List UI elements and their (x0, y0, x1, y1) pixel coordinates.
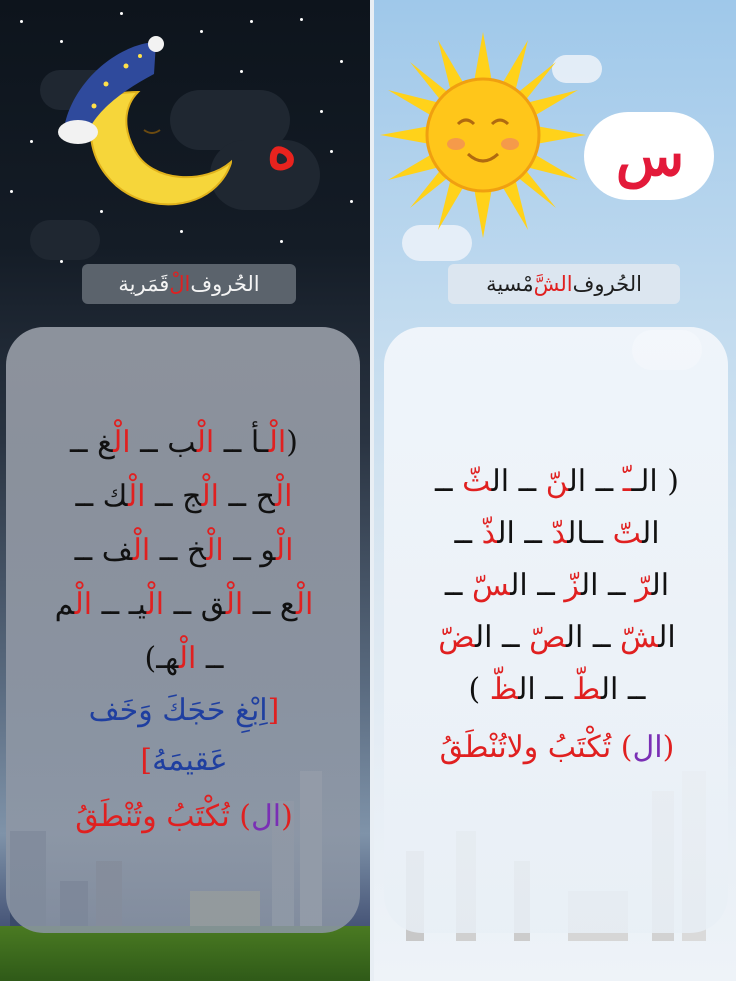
letter-segment: الْ (206, 533, 224, 568)
letter-segment: صّ (529, 620, 566, 655)
letter-segment: تُكْتَبُ ولاتُنْطَقُ (439, 730, 621, 765)
star (300, 18, 303, 21)
letter-segment: ظّ (489, 672, 519, 707)
smiling-sun-icon (380, 32, 586, 238)
letter-segment: ال (580, 568, 599, 603)
letter-segment: الْ (113, 425, 131, 460)
letter-segment: ـّ (622, 464, 632, 499)
letter-segment: يـ (128, 587, 147, 622)
grass (0, 926, 372, 981)
qamari-line (14, 470, 354, 524)
qamari-rule-mnemonic (14, 686, 354, 786)
note-line (14, 790, 354, 844)
letter-segment: سّ (471, 568, 511, 603)
qamari-line (14, 578, 354, 632)
letter-segment: الْ (201, 479, 219, 514)
shamsi-line (392, 560, 722, 612)
letter-segment: خ (186, 533, 207, 568)
letter-segment: ــ (92, 587, 129, 622)
rule-line (14, 736, 354, 786)
letter-segment: زّ (564, 568, 581, 603)
letter-segment: شّ (620, 620, 659, 655)
star (20, 20, 23, 23)
sleeping-moon-icon (56, 34, 236, 214)
qamari-title (82, 264, 296, 304)
star (280, 240, 283, 243)
panel-divider (370, 0, 374, 981)
letter-segment: ــ (74, 533, 102, 568)
letter-segment: ــ (145, 479, 183, 514)
letter-segment: ال (600, 672, 619, 707)
letter-segment: ــ (164, 587, 201, 622)
star (10, 190, 13, 193)
letter-segment: ال (568, 464, 587, 499)
letter-segment: ال (567, 516, 586, 551)
shamsi-note (392, 722, 722, 774)
star (120, 12, 123, 15)
title-highlight: الشَّ (533, 272, 573, 296)
letter-segment: الْ (74, 587, 93, 622)
letter-segment: الْ (132, 533, 151, 568)
letter-segment: ــ (492, 620, 530, 655)
letter-segment: ب (167, 425, 197, 460)
letter-segment: ــ (586, 464, 623, 499)
letter-segment: ــ (583, 620, 621, 655)
letter-segment: الْ (225, 587, 244, 622)
letter-segment: ال (565, 620, 584, 655)
letter-segment: ــ (70, 425, 98, 460)
letter-segment: ال (642, 516, 660, 551)
letter-segment: ع (279, 587, 296, 622)
title-suffix: مْسية (486, 272, 534, 296)
letter-segment: ذّ (481, 516, 498, 551)
letter-segment: عَقيمَهُ (152, 743, 228, 778)
letter-segment: ف (101, 533, 133, 568)
letter-segment: و (260, 533, 276, 568)
shamsi-lines (392, 456, 722, 716)
letter-segment: طّ (572, 672, 601, 707)
qamari-line (14, 416, 354, 470)
letter-segment: الْ (275, 533, 294, 568)
letter-segment: الْ (196, 425, 215, 460)
shamsi-line (392, 456, 722, 508)
star (340, 60, 343, 63)
title-prefix: الحُروف (190, 272, 260, 296)
letter-segment: ــ (527, 568, 565, 603)
letter-segment: ضّ (438, 620, 475, 655)
shamsi-line (392, 508, 722, 560)
letter-segment: ال (497, 516, 515, 551)
letter-segment: م (54, 587, 75, 622)
qamari-line (14, 524, 354, 578)
shamsi-line (392, 612, 722, 664)
qamari-line (14, 632, 354, 686)
letter-segment: ] (140, 743, 153, 778)
letter-segment: الْ (268, 425, 287, 460)
letter-segment: ال (658, 620, 676, 655)
letter-segment: ــ (75, 479, 103, 514)
rule-line (14, 686, 354, 736)
letter-segment: ال (474, 620, 493, 655)
star (200, 30, 203, 33)
letter-segment: ( (281, 799, 293, 834)
title-prefix: الحُروف (572, 272, 642, 296)
shamsi-line (392, 664, 722, 716)
qamari-letters-list (14, 416, 354, 844)
letter-segment: ال (510, 568, 528, 603)
letter-segment: ــ (514, 516, 552, 551)
shamsi-title (448, 264, 680, 304)
letter-segment: ــ (196, 641, 224, 676)
letter-segment: الْ (274, 479, 293, 514)
letter-segment: تُكْتَبُ وتُنْطَقُ (75, 799, 240, 834)
shamsi-letters-list (392, 456, 722, 774)
letter-segment: ــ (214, 425, 251, 460)
letter-segment: ــ (218, 479, 256, 514)
star (330, 150, 333, 153)
letter-segment: ــ (223, 533, 261, 568)
letter-segment: الْ (178, 641, 197, 676)
letter-segment: ( (657, 464, 680, 499)
letter-segment: ) (239, 799, 251, 834)
letter-segment: [ (267, 693, 280, 728)
star (250, 20, 253, 23)
letter-segment: ــ (535, 672, 573, 707)
letter-segment: دّ (551, 516, 568, 551)
title-highlight: الْ (169, 272, 191, 296)
letter-segment: تّ (612, 516, 643, 551)
letter-segment: ــ (618, 672, 646, 707)
letter-segment: ال (651, 568, 670, 603)
letter-segment: غ (97, 425, 114, 460)
letter-segment: رّ (635, 568, 652, 603)
letter-segment: ق (200, 587, 226, 622)
letter-segment: ) (620, 730, 633, 765)
letter-segment: ــ (509, 464, 546, 499)
letter-segment: نّ (545, 464, 569, 499)
letter-segment: ثّ (462, 464, 492, 499)
star (240, 70, 243, 73)
letter-segment: ) (144, 641, 157, 676)
note-line (392, 722, 722, 774)
letter-segment: ــ (130, 425, 168, 460)
letter-segment: ـأ (250, 425, 269, 460)
star (320, 110, 323, 113)
letter-segment: الْ (295, 587, 314, 622)
star (350, 200, 353, 203)
letter-segment: هـ (156, 641, 179, 676)
letter-segment: ك (102, 479, 128, 514)
letter-segment: ــ (598, 568, 636, 603)
letter-segment: ال (491, 464, 510, 499)
letter-segment: ج (182, 479, 202, 514)
letter-segment: ــ (150, 533, 187, 568)
letter-segment: ( (286, 425, 298, 460)
letter-segment: ) (468, 672, 490, 707)
star (30, 140, 33, 143)
letter-segment: ــ (444, 568, 472, 603)
letter-segment: ال (632, 730, 663, 765)
letter-segment: ــ (434, 464, 463, 499)
letter-segment: ( (662, 730, 675, 765)
star (180, 230, 183, 233)
letter-segment: ــ (454, 516, 482, 551)
letter-segment: ــ (585, 516, 613, 551)
letter-segment: اِبْغِ حَجَكَ وَخَف (88, 693, 268, 728)
letter-segment: الـ (631, 464, 658, 499)
letter-segment: ح (255, 479, 275, 514)
star (60, 260, 63, 263)
shamsi-letter: س (615, 123, 685, 189)
dark-cloud (30, 220, 100, 260)
qamari-lines (14, 416, 354, 686)
letter-segment: ــ (243, 587, 280, 622)
letter-segment: ال (250, 799, 282, 834)
qamari-note (14, 790, 354, 844)
title-suffix: قَمَرية (118, 272, 170, 296)
qamari-letter: ه (266, 114, 298, 182)
letter-segment: الْ (127, 479, 146, 514)
letter-segment: الْ (146, 587, 165, 622)
letter-segment: ال (518, 672, 536, 707)
